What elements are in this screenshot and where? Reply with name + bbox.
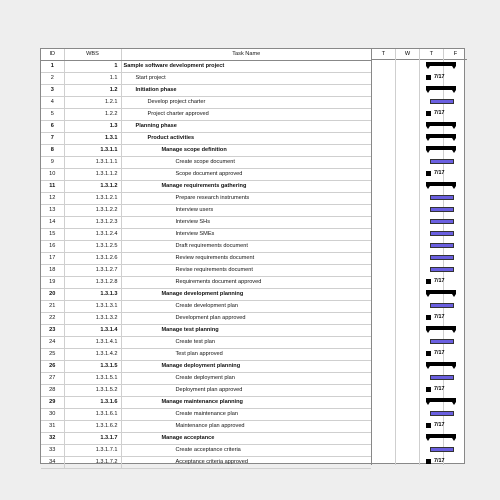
task-name: Interview SMEs	[121, 229, 371, 241]
task-wbs: 1.3.1.2.3	[64, 217, 121, 229]
task-wbs: 1.3.1.6.2	[64, 421, 121, 433]
task-id: 13	[41, 205, 64, 217]
task-id: 3	[41, 85, 64, 97]
task-wbs: 1.3.1.4	[64, 325, 121, 337]
task-row[interactable]	[41, 181, 371, 193]
task-name: Prepare research instruments	[121, 193, 371, 205]
task-row[interactable]	[41, 217, 371, 229]
task-row[interactable]	[41, 265, 371, 277]
milestone-date-label: 7/17	[434, 350, 445, 356]
day-divider	[419, 49, 420, 465]
task-id: 23	[41, 325, 64, 337]
gantt-sheet	[40, 48, 465, 464]
task-id: 5	[41, 109, 64, 121]
summary-bar	[426, 326, 456, 330]
task-name: Create maintenance plan	[121, 409, 371, 421]
task-id: 21	[41, 301, 64, 313]
summary-bar	[426, 62, 456, 66]
milestone-marker	[426, 279, 431, 284]
task-wbs: 1.3.1.3.1	[64, 301, 121, 313]
task-row[interactable]	[41, 73, 371, 85]
task-name: Development plan approved	[121, 313, 371, 325]
task-wbs: 1.3.1.2.8	[64, 277, 121, 289]
task-row[interactable]	[41, 457, 371, 469]
summary-bar	[426, 86, 456, 90]
task-bar	[430, 267, 454, 272]
milestone-date-label: 7/17	[434, 458, 445, 464]
task-wbs: 1.3.1.2.1	[64, 193, 121, 205]
milestone-date-label: 7/17	[434, 170, 445, 176]
task-id: 16	[41, 241, 64, 253]
column-header-wbs: WBS	[64, 49, 121, 61]
task-row[interactable]	[41, 157, 371, 169]
task-wbs: 1.3.1.5	[64, 361, 121, 373]
task-row[interactable]	[41, 433, 371, 445]
task-name: Manage test planning	[121, 325, 371, 337]
task-id: 28	[41, 385, 64, 397]
task-wbs: 1.3	[64, 121, 121, 133]
task-name: Acceptance criteria approved	[121, 457, 371, 469]
task-wbs: 1.3.1.2	[64, 181, 121, 193]
task-name: Manage development planning	[121, 289, 371, 301]
task-name: Create test plan	[121, 337, 371, 349]
task-name: Initiation phase	[121, 85, 371, 97]
task-name: Product activities	[121, 133, 371, 145]
task-row[interactable]	[41, 85, 371, 97]
task-wbs: 1.3.1.2.5	[64, 241, 121, 253]
milestone-marker	[426, 315, 431, 320]
task-bar	[430, 219, 454, 224]
task-name: Draft requirements document	[121, 241, 371, 253]
task-wbs: 1	[64, 61, 121, 73]
task-bar	[430, 159, 454, 164]
task-wbs: 1.1	[64, 73, 121, 85]
task-row[interactable]	[41, 169, 371, 181]
task-row[interactable]	[41, 373, 371, 385]
task-id: 10	[41, 169, 64, 181]
task-bar	[430, 375, 454, 380]
task-row[interactable]	[41, 445, 371, 457]
day-label-tue: T	[381, 51, 386, 57]
task-row[interactable]	[41, 421, 371, 433]
task-wbs: 1.3.1.7	[64, 433, 121, 445]
task-bar	[430, 303, 454, 308]
task-row[interactable]	[41, 121, 371, 133]
milestone-date-label: 7/17	[434, 278, 445, 284]
milestone-date-label: 7/17	[434, 386, 445, 392]
task-id: 12	[41, 193, 64, 205]
milestone-marker	[426, 171, 431, 176]
task-id: 29	[41, 397, 64, 409]
task-wbs: 1.3.1.6	[64, 397, 121, 409]
task-id: 19	[41, 277, 64, 289]
task-wbs: 1.3.1.4.2	[64, 349, 121, 361]
summary-bar	[426, 182, 456, 186]
task-rows	[41, 61, 371, 469]
milestone-marker	[426, 351, 431, 356]
task-id: 14	[41, 217, 64, 229]
task-name: Manage requirements gathering	[121, 181, 371, 193]
task-row[interactable]	[41, 253, 371, 265]
task-wbs: 1.3.1.2.4	[64, 229, 121, 241]
task-wbs: 1.3.1.3	[64, 289, 121, 301]
task-id: 11	[41, 181, 64, 193]
summary-bar	[426, 362, 456, 366]
task-id: 15	[41, 229, 64, 241]
task-bar	[430, 447, 454, 452]
task-wbs: 1.3.1.5.2	[64, 385, 121, 397]
task-wbs: 1.3.1.3.2	[64, 313, 121, 325]
task-name: Create scope document	[121, 157, 371, 169]
task-bar	[430, 207, 454, 212]
task-row[interactable]	[41, 193, 371, 205]
task-id: 18	[41, 265, 64, 277]
task-wbs: 1.3.1.2.7	[64, 265, 121, 277]
task-row[interactable]	[41, 289, 371, 301]
task-id: 33	[41, 445, 64, 457]
task-id: 2	[41, 73, 64, 85]
task-bar	[430, 243, 454, 248]
task-row[interactable]	[41, 361, 371, 373]
task-name: Manage maintenance planning	[121, 397, 371, 409]
task-name: Requirements document approved	[121, 277, 371, 289]
summary-bar	[426, 290, 456, 294]
task-id: 1	[41, 61, 64, 73]
task-name: Interview SHs	[121, 217, 371, 229]
milestone-marker	[426, 459, 431, 464]
milestone-marker	[426, 75, 431, 80]
task-row[interactable]	[41, 349, 371, 361]
column-header-id: ID	[41, 49, 64, 61]
task-table	[41, 49, 371, 469]
task-bar	[430, 411, 454, 416]
task-bar	[430, 231, 454, 236]
task-id: 20	[41, 289, 64, 301]
task-name: Develop project charter	[121, 97, 371, 109]
day-label-fri: F	[453, 51, 458, 57]
task-bar	[430, 99, 454, 104]
task-id: 25	[41, 349, 64, 361]
task-row[interactable]	[41, 397, 371, 409]
task-name: Planning phase	[121, 121, 371, 133]
task-row[interactable]	[41, 145, 371, 157]
task-row[interactable]	[41, 409, 371, 421]
task-row[interactable]	[41, 337, 371, 349]
column-header-task-name: Task Name	[121, 49, 371, 61]
task-name: Manage acceptance	[121, 433, 371, 445]
task-id: 22	[41, 313, 64, 325]
task-wbs: 1.3.1.1	[64, 145, 121, 157]
task-wbs: 1.3.1.6.1	[64, 409, 121, 421]
task-name: Project charter approved	[121, 109, 371, 121]
task-wbs: 1.2.1	[64, 97, 121, 109]
gantt-chart	[371, 49, 467, 465]
task-id: 8	[41, 145, 64, 157]
summary-bar	[426, 146, 456, 150]
task-row[interactable]	[41, 61, 371, 73]
task-wbs: 1.2	[64, 85, 121, 97]
milestone-date-label: 7/17	[434, 422, 445, 428]
day-label-thu: T	[429, 51, 434, 57]
task-row[interactable]	[41, 133, 371, 145]
table-header-row	[41, 49, 371, 61]
summary-bar	[426, 398, 456, 402]
milestone-marker	[426, 111, 431, 116]
task-row[interactable]	[41, 229, 371, 241]
task-wbs: 1.3.1	[64, 133, 121, 145]
milestone-date-label: 7/17	[434, 74, 445, 80]
task-wbs: 1.3.1.1.1	[64, 157, 121, 169]
task-wbs: 1.3.1.2.6	[64, 253, 121, 265]
summary-bar	[426, 434, 456, 438]
task-row[interactable]	[41, 205, 371, 217]
task-id: 27	[41, 373, 64, 385]
task-wbs: 1.2.2	[64, 109, 121, 121]
task-name: Revise requirements document	[121, 265, 371, 277]
task-bar	[430, 195, 454, 200]
task-name: Manage scope definition	[121, 145, 371, 157]
task-name: Deployment plan approved	[121, 385, 371, 397]
task-id: 34	[41, 457, 64, 469]
task-wbs: 1.3.1.7.2	[64, 457, 121, 469]
task-name: Interview users	[121, 205, 371, 217]
task-name: Scope document approved	[121, 169, 371, 181]
task-id: 26	[41, 361, 64, 373]
task-name: Create acceptance criteria	[121, 445, 371, 457]
task-bar	[430, 339, 454, 344]
milestone-marker	[426, 423, 431, 428]
task-row[interactable]	[41, 241, 371, 253]
task-id: 24	[41, 337, 64, 349]
summary-bar	[426, 122, 456, 126]
task-id: 31	[41, 421, 64, 433]
task-id: 4	[41, 97, 64, 109]
task-row[interactable]	[41, 97, 371, 109]
task-wbs: 1.3.1.1.2	[64, 169, 121, 181]
task-bar	[430, 255, 454, 260]
task-name: Maintenance plan approved	[121, 421, 371, 433]
task-id: 30	[41, 409, 64, 421]
day-label-wed: W	[404, 51, 411, 57]
task-id: 7	[41, 133, 64, 145]
task-wbs: 1.3.1.7.1	[64, 445, 121, 457]
task-name: Sample software development project	[121, 61, 371, 73]
task-name: Manage deployment planning	[121, 361, 371, 373]
task-name: Create development plan	[121, 301, 371, 313]
task-name: Review requirements document	[121, 253, 371, 265]
milestone-date-label: 7/17	[434, 314, 445, 320]
task-name: Test plan approved	[121, 349, 371, 361]
task-id: 6	[41, 121, 64, 133]
task-name: Create deployment plan	[121, 373, 371, 385]
task-row[interactable]	[41, 325, 371, 337]
task-id: 17	[41, 253, 64, 265]
task-name: Start project	[121, 73, 371, 85]
task-wbs: 1.3.1.2.2	[64, 205, 121, 217]
task-row[interactable]	[41, 313, 371, 325]
task-wbs: 1.3.1.5.1	[64, 373, 121, 385]
task-row[interactable]	[41, 109, 371, 121]
task-row[interactable]	[41, 301, 371, 313]
task-wbs: 1.3.1.4.1	[64, 337, 121, 349]
task-id: 32	[41, 433, 64, 445]
task-id: 9	[41, 157, 64, 169]
task-row[interactable]	[41, 277, 371, 289]
milestone-date-label: 7/17	[434, 110, 445, 116]
day-divider	[395, 49, 396, 465]
task-row[interactable]	[41, 385, 371, 397]
summary-bar	[426, 134, 456, 138]
milestone-marker	[426, 387, 431, 392]
